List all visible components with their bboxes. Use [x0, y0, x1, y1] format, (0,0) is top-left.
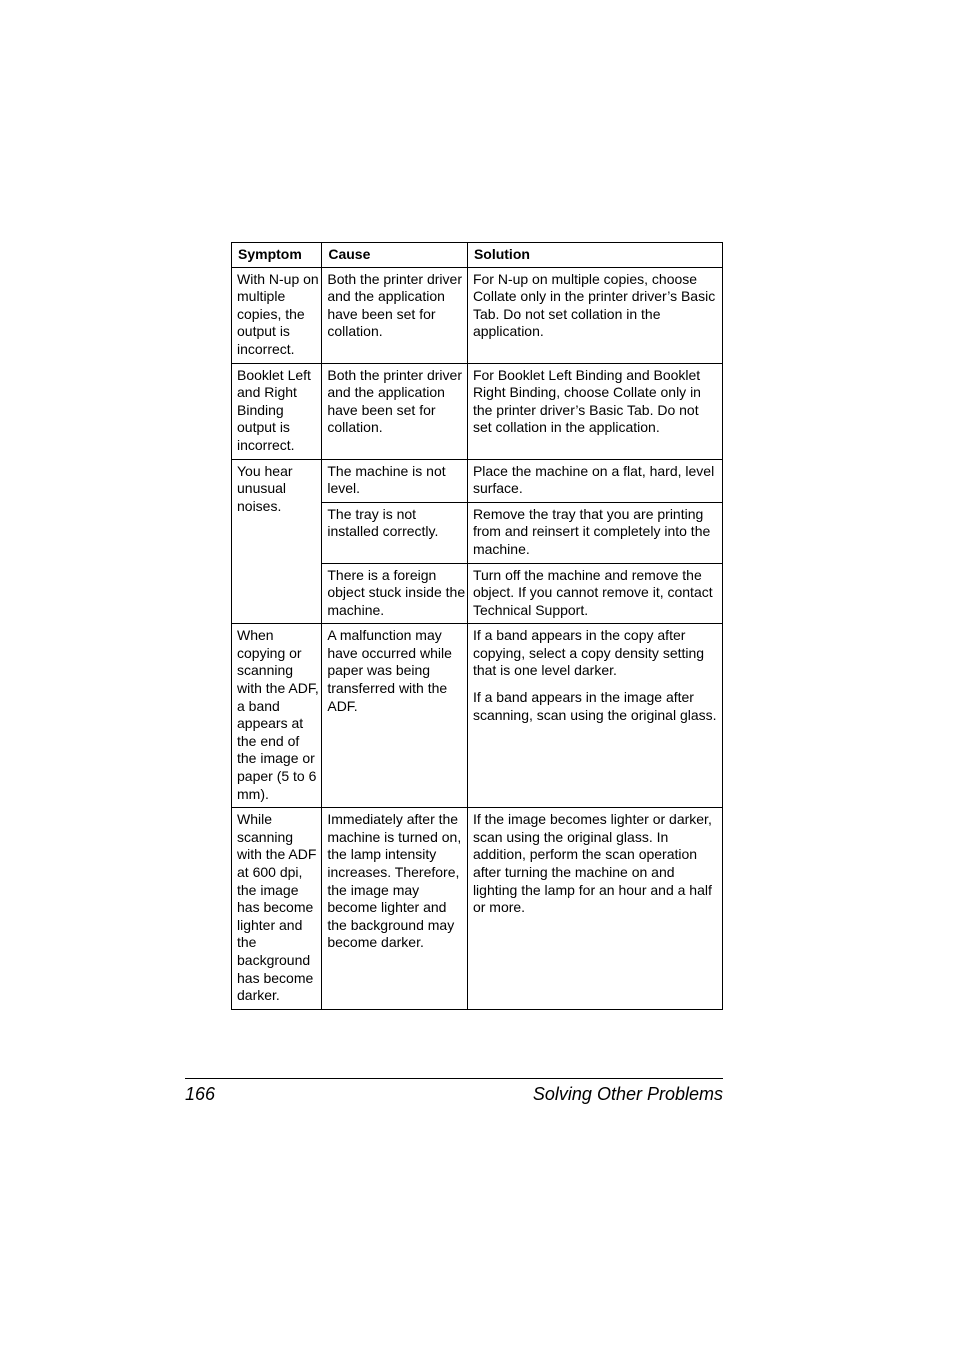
solution-cell: [467, 267, 722, 363]
solution-text: For Booklet Left Binding and Booklet Right Binding, choose Collate only in the printer driver’s Basic Tab. Do not set collation in the application.: [472, 366, 701, 436]
section-title: Solving Other Problems: [532, 1084, 723, 1104]
cause-cell: There is a foreign object stuck inside the machine.: [322, 563, 468, 624]
solution-cell: [467, 624, 722, 808]
table-row: [232, 808, 723, 1010]
solution-cell: [467, 363, 722, 459]
symptom-cell: With N-up on multiple copies, the output is incorrect.: [232, 267, 322, 363]
solution-text: Turn off the machine and remove the object. If you cannot remove it, contact Technical Support.: [472, 566, 713, 618]
solution-cell: [467, 808, 722, 1010]
solution-cell: [467, 563, 722, 624]
table-row: [232, 459, 723, 502]
table-row: [232, 267, 723, 363]
header-symptom: Symptom: [232, 243, 322, 268]
cause-cell: Both the printer driver and the application have been set for collation.: [322, 363, 468, 459]
table-row: [232, 363, 723, 459]
solution-text: For N-up on multiple copies, choose Collate only in the printer driver’s Basic Tab. Do not set collation in the application.: [472, 270, 716, 340]
solution-text: Place the machine on a flat, hard, level surface.: [472, 462, 715, 497]
footer-rule: [185, 1078, 723, 1079]
solution-text: If a band appears in the copy after copying, select a copy density setting that is one level darker.: [472, 627, 705, 679]
header-solution: Solution: [467, 243, 722, 268]
symptom-cell: You hear unusual noises.: [232, 459, 322, 624]
solution-text: If the image becomes lighter or darker, scan using the original glass. In addition, perform the scan operation after turning the machine on and lighting the lamp for an hour and a half or more.: [472, 811, 712, 916]
table-header-row: [232, 243, 723, 268]
cause-cell: The tray is not installed correctly.: [322, 502, 468, 563]
symptom-cell: While scanning with the ADF at 600 dpi, the image has become lighter and the background has become darker.: [232, 808, 322, 1010]
solution-cell: [467, 502, 722, 563]
cause-cell: Both the printer driver and the application have been set for collation.: [322, 267, 468, 363]
cause-cell: The machine is not level.: [322, 459, 468, 502]
page-number: 166: [185, 1084, 216, 1104]
cause-cell: A malfunction may have occurred while paper was being transferred with the ADF.: [322, 624, 468, 808]
solution-text: If a band appears in the image after scanning, scan using the original glass.: [472, 689, 717, 723]
solution-text: Remove the tray that you are printing from and reinsert it completely into the machine.: [472, 505, 711, 557]
header-cause: Cause: [322, 243, 468, 268]
solution-cell: [467, 459, 722, 502]
symptom-cell: When copying or scanning with the ADF, a band appears at the end of the image or paper (5 to 6 mm).: [232, 624, 322, 808]
symptom-cell: Booklet Left and Right Binding output is incorrect.: [232, 363, 322, 459]
cause-cell: Immediately after the machine is turned on, the lamp intensity increases. Therefore, the image may become lighter and the background may become darker.: [322, 808, 468, 1010]
troubleshooting-table: [231, 242, 723, 1010]
table-row: [232, 624, 723, 808]
